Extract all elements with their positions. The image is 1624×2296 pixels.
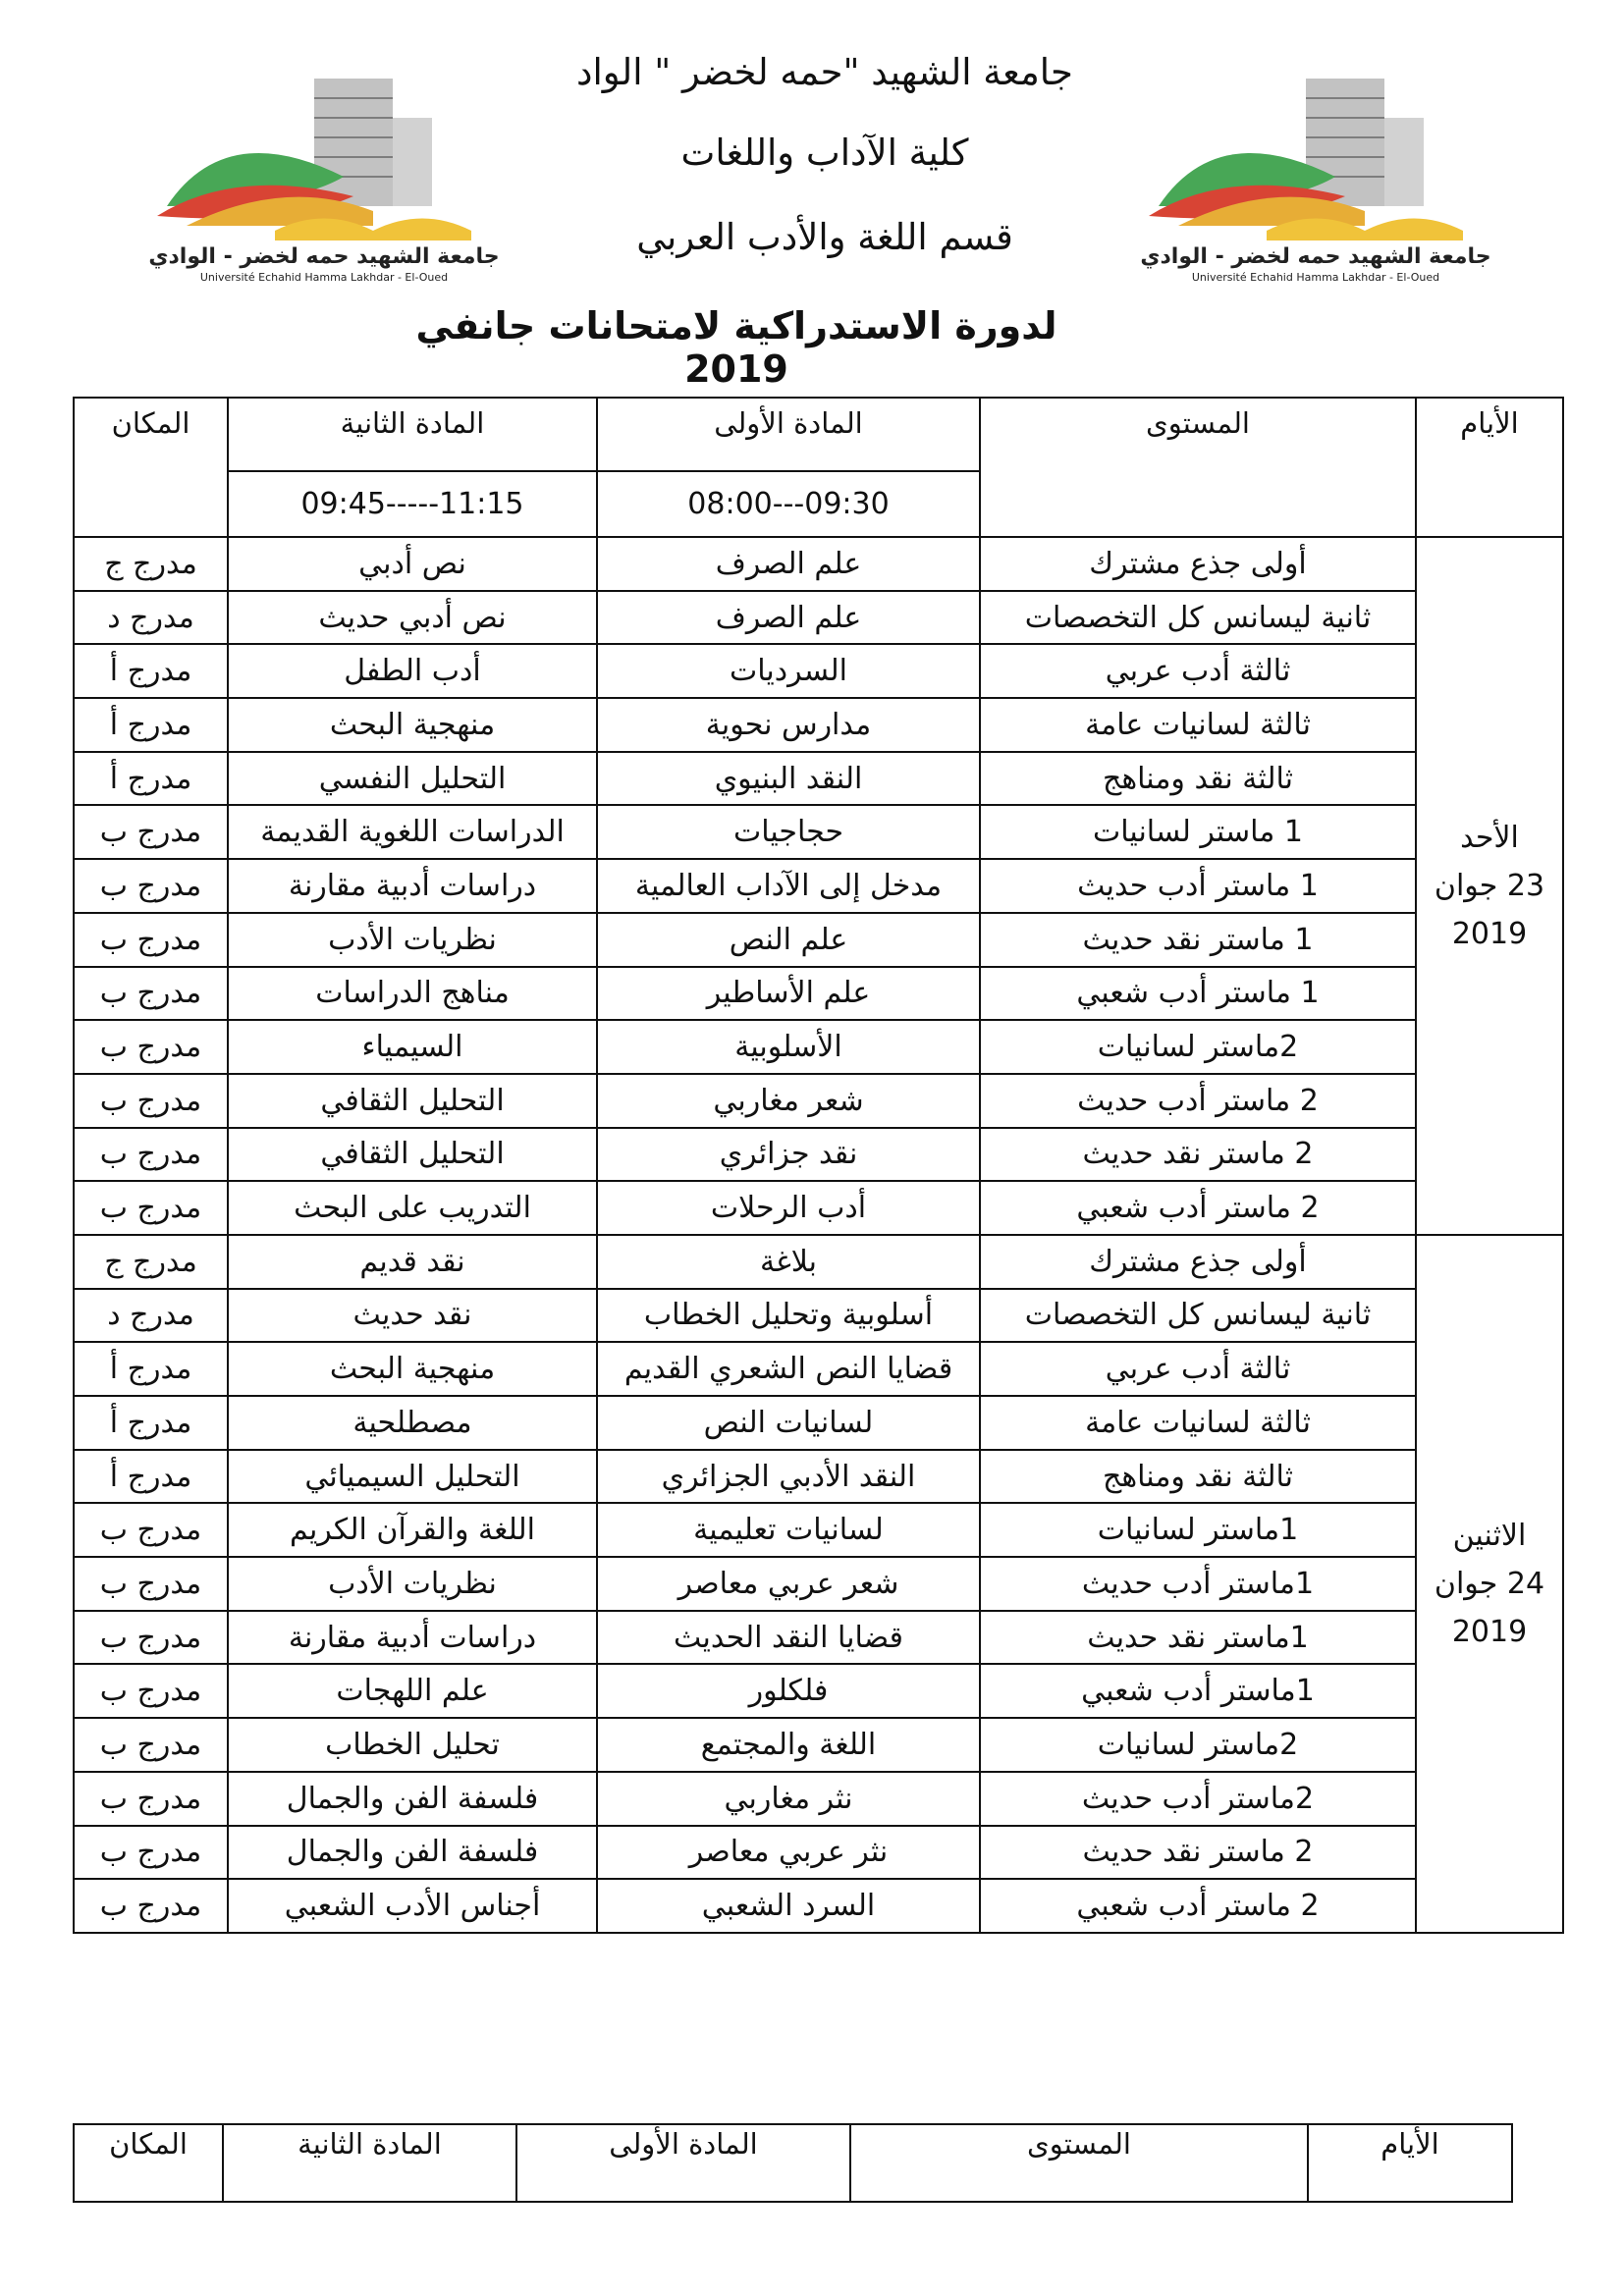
level-cell: 1ماستر لسانيات: [980, 1503, 1416, 1557]
subject2-cell: نص أدبي: [228, 537, 597, 591]
place-cell: مدرج أ: [74, 1450, 228, 1504]
header-level: المستوى: [980, 398, 1416, 537]
header-place: المكان: [74, 398, 228, 537]
subject1-cell: النقد البنيوي: [597, 752, 980, 806]
subject2-cell: السيمياء: [228, 1020, 597, 1074]
place-cell: مدرج أ: [74, 644, 228, 698]
level-cell: 2 ماستر أدب حديث: [980, 1074, 1416, 1128]
document-title: لدورة الاستدراكية لامتحانات جانفي 2019: [415, 304, 1057, 391]
place-cell: مدرج ب: [74, 1879, 228, 1933]
subject2-cell: نقد حديث: [228, 1289, 597, 1343]
place-cell: مدرج ب: [74, 967, 228, 1021]
table-row: [74, 1074, 1563, 1128]
university-name: جامعة الشهيد "حمه لخضر " الواد: [576, 51, 1073, 93]
day-label-line: 2019: [1451, 916, 1528, 951]
subject1-cell: نثر عربي معاصر: [597, 1826, 980, 1880]
footer-header-days: الأيام: [1308, 2124, 1512, 2202]
subject1-cell: فلكلور: [597, 1664, 980, 1718]
day-cell: [1416, 537, 1563, 1235]
table-row: [74, 967, 1563, 1021]
faculty-name: كلية الآداب واللغات: [680, 132, 969, 174]
subject2-cell: أجناس الأدب الشعبي: [228, 1879, 597, 1933]
subject2-cell: دراسات أدبية مقارنة: [228, 859, 597, 913]
header-subject2: المادة الثانية: [228, 398, 597, 471]
level-cell: ثالثة أدب عربي: [980, 1342, 1416, 1396]
subject2-cell: أدب الطفل: [228, 644, 597, 698]
place-cell: مدرج أ: [74, 698, 228, 752]
university-logo-left: [147, 59, 501, 285]
subject1-cell: السرديات: [597, 644, 980, 698]
level-cell: ثالثة نقد ومناهج: [980, 752, 1416, 806]
subject2-cell: التحليل النفسي: [228, 752, 597, 806]
subject1-cell: حجاجيات: [597, 805, 980, 859]
table-row: [74, 1826, 1563, 1880]
subject1-cell: الأسلوبية: [597, 1020, 980, 1074]
level-cell: أولى جذع مشترك: [980, 537, 1416, 591]
place-cell: مدرج ب: [74, 1020, 228, 1074]
footer-header-place: المكان: [74, 2124, 223, 2202]
place-cell: مدرج ب: [74, 1074, 228, 1128]
header-time2: 09:45-----11:15: [228, 471, 597, 537]
level-cell: 1 ماستر أدب شعبي: [980, 967, 1416, 1021]
subject2-cell: نظريات الأدب: [228, 1557, 597, 1611]
subject1-cell: اللغة والمجتمع: [597, 1718, 980, 1772]
table-row: [74, 1450, 1563, 1504]
level-cell: ثانية ليسانس كل التخصصات: [980, 591, 1416, 645]
place-cell: مدرج ب: [74, 1181, 228, 1235]
table-row: [74, 1396, 1563, 1450]
place-cell: مدرج ب: [74, 1772, 228, 1826]
subject2-cell: تحليل الخطاب: [228, 1718, 597, 1772]
subject2-cell: نظريات الأدب: [228, 913, 597, 967]
subject2-cell: نقد قديم: [228, 1235, 597, 1289]
logo-left-name-fr: Université Echahid Hamma Lakhdar - El-Oued: [199, 271, 449, 284]
level-cell: 1 ماستر نقد حديث: [980, 913, 1416, 967]
level-cell: 1ماستر نقد حديث: [980, 1611, 1416, 1665]
subject1-cell: أسلوبية وتحليل الخطاب: [597, 1289, 980, 1343]
subject1-cell: أدب الرحلات: [597, 1181, 980, 1235]
table-row: [74, 752, 1563, 806]
subject1-cell: لسانيات النص: [597, 1396, 980, 1450]
level-cell: ثالثة لسانيات عامة: [980, 698, 1416, 752]
table-row: [74, 591, 1563, 645]
table-row: [74, 1879, 1563, 1933]
footer-header-level: المستوى: [850, 2124, 1308, 2202]
logo-right-name-fr: Université Echahid Hamma Lakhdar - El-Oued: [1191, 271, 1440, 284]
subject1-cell: مدخل إلى الآداب العالمية: [597, 859, 980, 913]
header-subject1: المادة الأولى: [597, 398, 980, 471]
level-cell: 2ماستر لسانيات: [980, 1020, 1416, 1074]
university-logo-right: [1139, 59, 1492, 285]
place-cell: مدرج ب: [74, 1611, 228, 1665]
subject2-cell: فلسفة الفن والجمال: [228, 1826, 597, 1880]
place-cell: مدرج ج: [74, 1235, 228, 1289]
table-row: [74, 1772, 1563, 1826]
subject2-cell: التدريب على البحث: [228, 1181, 597, 1235]
subject2-cell: نص أدبي حديث: [228, 591, 597, 645]
place-cell: مدرج أ: [74, 1342, 228, 1396]
level-cell: 1 ماستر أدب حديث: [980, 859, 1416, 913]
subject2-cell: فلسفة الفن والجمال: [228, 1772, 597, 1826]
subject1-cell: النقد الأدبي الجزائري: [597, 1450, 980, 1504]
table-row: [74, 1342, 1563, 1396]
place-cell: مدرج ج: [74, 537, 228, 591]
level-cell: 2 ماستر نقد حديث: [980, 1826, 1416, 1880]
level-cell: ثالثة نقد ومناهج: [980, 1450, 1416, 1504]
subject1-cell: نثر مغاربي: [597, 1772, 980, 1826]
level-cell: ثالثة لسانيات عامة: [980, 1396, 1416, 1450]
table-row: [74, 698, 1563, 752]
table-row: [74, 1128, 1563, 1182]
table-row: [74, 1289, 1563, 1343]
level-cell: ثالثة أدب عربي: [980, 644, 1416, 698]
table-row: [74, 859, 1563, 913]
level-cell: 1ماستر أدب شعبي: [980, 1664, 1416, 1718]
place-cell: مدرج أ: [74, 752, 228, 806]
subject1-cell: علم النص: [597, 913, 980, 967]
table-row: [74, 1181, 1563, 1235]
subject2-cell: التحليل الثقافي: [228, 1074, 597, 1128]
day-label-line: 2019: [1451, 1614, 1528, 1649]
table-row: [74, 805, 1563, 859]
place-cell: مدرج ب: [74, 1557, 228, 1611]
table-row: [74, 644, 1563, 698]
subject2-cell: الدراسات اللغوية القديمة: [228, 805, 597, 859]
subject1-cell: بلاغة: [597, 1235, 980, 1289]
subject2-cell: مناهج الدراسات: [228, 967, 597, 1021]
subject2-cell: علم اللهجات: [228, 1664, 597, 1718]
subject1-cell: علم الأساطير: [597, 967, 980, 1021]
place-cell: مدرج ب: [74, 805, 228, 859]
logo-left-name-ar: جامعة الشهيد حمه لخضر - الوادي: [148, 244, 500, 269]
table-row: [74, 537, 1563, 591]
level-cell: 2 ماستر أدب شعبي: [980, 1879, 1416, 1933]
subject1-cell: مدارس نحوية: [597, 698, 980, 752]
place-cell: مدرج د: [74, 1289, 228, 1343]
table-row: [74, 1611, 1563, 1665]
place-cell: مدرج ب: [74, 1826, 228, 1880]
level-cell: أولى جذع مشترك: [980, 1235, 1416, 1289]
place-cell: مدرج د: [74, 591, 228, 645]
subject2-cell: منهجية البحث: [228, 698, 597, 752]
footer-header-subject1: المادة الأولى: [516, 2124, 850, 2202]
subject1-cell: نقد جزائري: [597, 1128, 980, 1182]
subject1-cell: شعر مغاربي: [597, 1074, 980, 1128]
day-cell: [1416, 1235, 1563, 1933]
table-row: [74, 1718, 1563, 1772]
place-cell: مدرج ب: [74, 913, 228, 967]
place-cell: مدرج ب: [74, 1718, 228, 1772]
place-cell: مدرج ب: [74, 1664, 228, 1718]
footer-header-table: [73, 2123, 1513, 2203]
place-cell: مدرج أ: [74, 1396, 228, 1450]
subject2-cell: دراسات أدبية مقارنة: [228, 1611, 597, 1665]
subject2-cell: منهجية البحث: [228, 1342, 597, 1396]
subject2-cell: مصطلحية: [228, 1396, 597, 1450]
day-label-line: الأحد: [1460, 820, 1519, 855]
day-label-line: الاثنين: [1452, 1518, 1527, 1553]
place-cell: مدرج ب: [74, 1128, 228, 1182]
subject1-cell: علم الصرف: [597, 591, 980, 645]
footer-header-subject2: المادة الثانية: [223, 2124, 516, 2202]
level-cell: 2ماستر أدب حديث: [980, 1772, 1416, 1826]
level-cell: 2 ماستر أدب شعبي: [980, 1181, 1416, 1235]
schedule-body: [74, 537, 1563, 1933]
level-cell: ثانية ليسانس كل التخصصات: [980, 1289, 1416, 1343]
level-cell: 2 ماستر نقد حديث: [980, 1128, 1416, 1182]
header-time1: 08:00---09:30: [597, 471, 980, 537]
subject1-cell: لسانيات تعليمية: [597, 1503, 980, 1557]
table-row: [74, 1557, 1563, 1611]
table-row: [74, 1235, 1563, 1289]
subject1-cell: السرد الشعبي: [597, 1879, 980, 1933]
table-row: [74, 1503, 1563, 1557]
place-cell: مدرج ب: [74, 859, 228, 913]
subject2-cell: التحليل السيميائي: [228, 1450, 597, 1504]
place-cell: مدرج ب: [74, 1503, 228, 1557]
table-row: [74, 913, 1563, 967]
subject1-cell: شعر عربي معاصر: [597, 1557, 980, 1611]
day-label-line: 23 جوان: [1434, 868, 1545, 903]
header-days: الأيام: [1416, 398, 1563, 537]
day-label-line: 24 جوان: [1434, 1566, 1545, 1601]
subject1-cell: علم الصرف: [597, 537, 980, 591]
table-row: [74, 1664, 1563, 1718]
department-name: قسم اللغة والأدب العربي: [636, 216, 1013, 258]
subject1-cell: قضايا النقد الحديث: [597, 1611, 980, 1665]
subject1-cell: قضايا النص الشعري القديم: [597, 1342, 980, 1396]
level-cell: 1 ماستر لسانيات: [980, 805, 1416, 859]
subject2-cell: التحليل الثقافي: [228, 1128, 597, 1182]
subject2-cell: اللغة والقرآن الكريم: [228, 1503, 597, 1557]
level-cell: 1ماستر أدب حديث: [980, 1557, 1416, 1611]
logo-right-name-ar: جامعة الشهيد حمه لخضر - الوادي: [1140, 244, 1491, 269]
level-cell: 2ماستر لسانيات: [980, 1718, 1416, 1772]
exam-schedule-table: [73, 397, 1564, 1934]
table-row: [74, 1020, 1563, 1074]
